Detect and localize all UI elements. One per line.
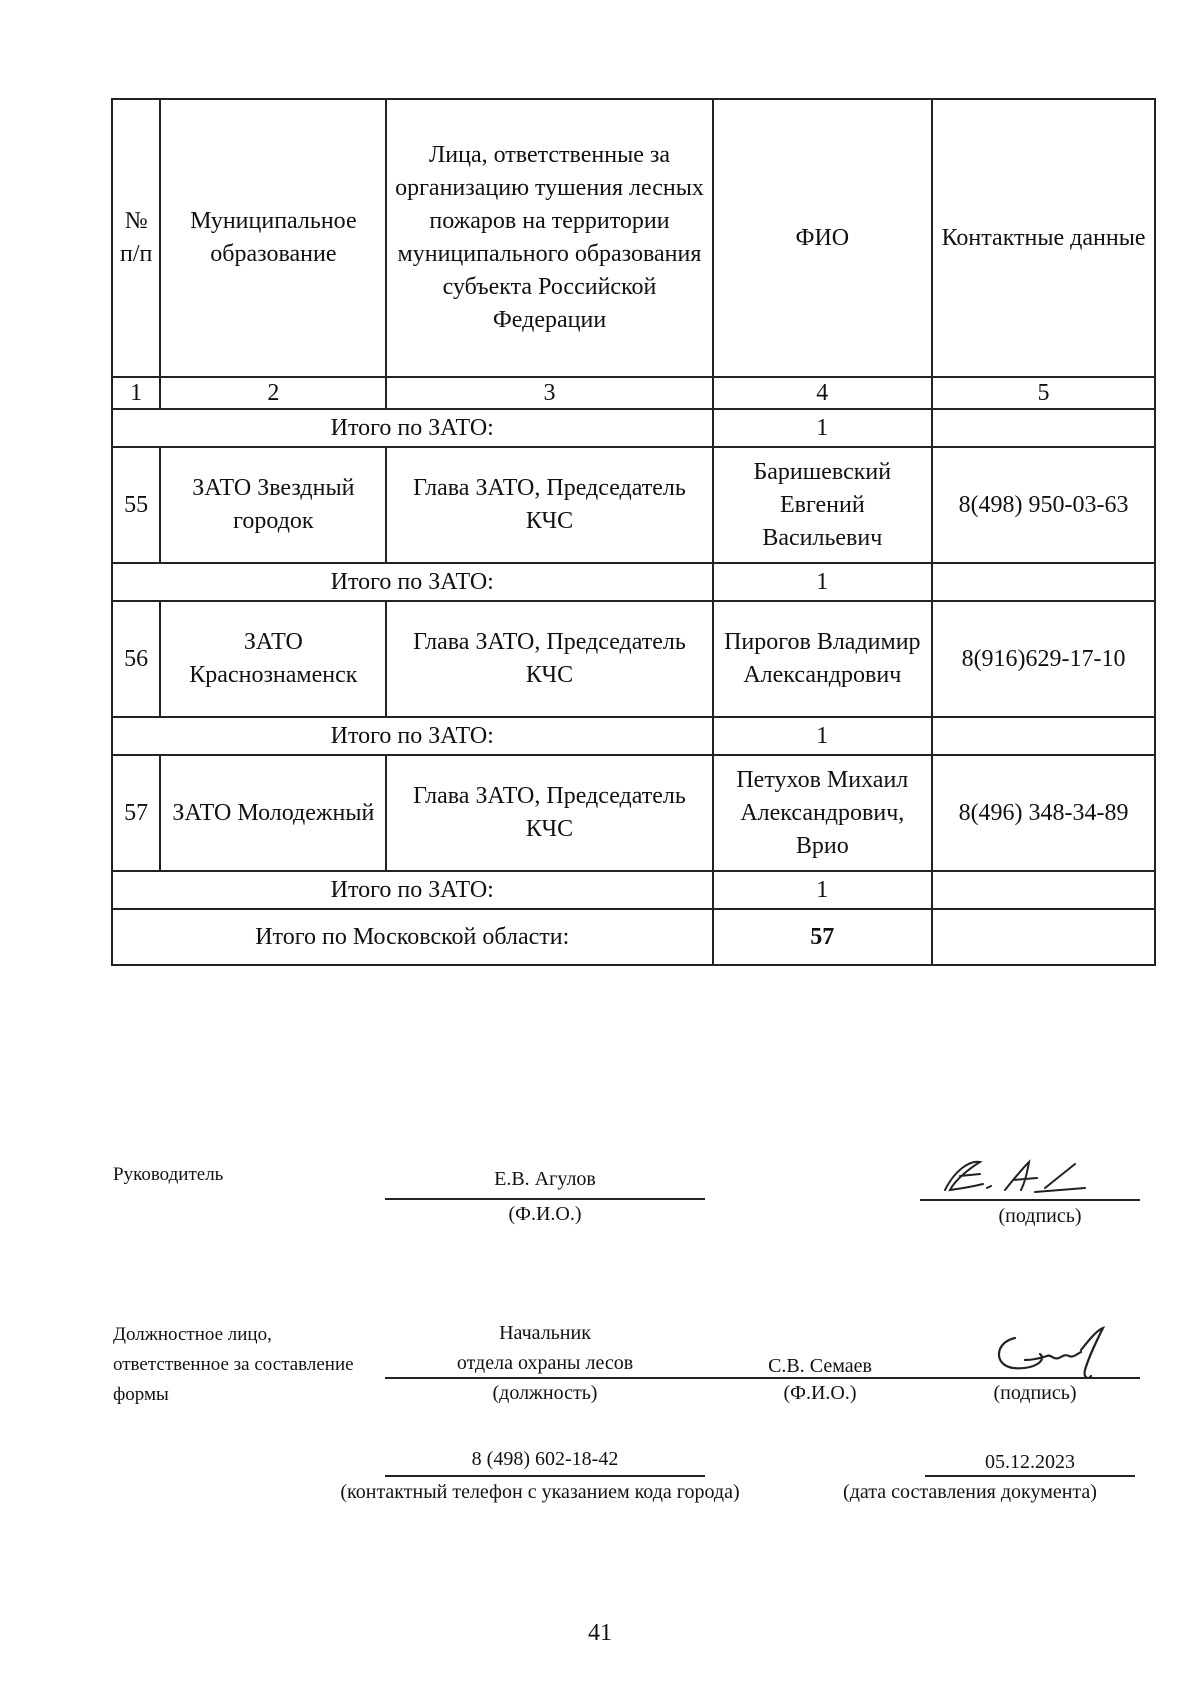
subtotal-row <box>112 563 1155 601</box>
subtotal-value: 1 <box>713 409 933 447</box>
header-municipality: Муниципальное образование <box>160 99 386 377</box>
subtotal-row <box>112 409 1155 447</box>
column-number: 4 <box>713 377 933 409</box>
subtotal-value: 1 <box>713 871 933 909</box>
row-number: 56 <box>112 601 160 717</box>
column-number: 5 <box>932 377 1155 409</box>
official-position-line1: Начальник <box>499 1322 591 1344</box>
official-signature <box>985 1320 1115 1390</box>
table-row <box>112 447 1155 563</box>
grand-total-label: Итого по Московской области: <box>112 909 713 965</box>
table-row <box>112 601 1155 717</box>
subtotal-empty <box>932 563 1155 601</box>
official-position-caption: (должность) <box>492 1382 598 1404</box>
page-number: 41 <box>588 1620 612 1646</box>
column-number: 1 <box>112 377 160 409</box>
row-municipality: ЗАТО Звездный городок <box>160 447 386 563</box>
head-name-line <box>385 1198 705 1200</box>
official-position-line2: отдела охраны лесов <box>456 1352 634 1374</box>
subtotal-empty <box>932 717 1155 755</box>
subtotal-label: Итого по ЗАТО: <box>112 717 713 755</box>
row-contact: 8(496) 348-34-89 <box>932 755 1155 871</box>
subtotal-value: 1 <box>713 717 933 755</box>
table-header-row <box>112 99 1155 377</box>
subtotal-label: Итого по ЗАТО: <box>112 871 713 909</box>
subtotal-empty <box>932 871 1155 909</box>
responsible-persons-table <box>111 98 1156 966</box>
official-name-line <box>705 1377 935 1379</box>
official-name: С.В. Семаев <box>768 1355 872 1377</box>
row-contact: 8(916)629-17-10 <box>932 601 1155 717</box>
date-caption: (дата составления документа) <box>843 1481 1097 1503</box>
row-fio: Баришевский Евгений Васильевич <box>713 447 933 563</box>
subtotal-empty <box>932 409 1155 447</box>
head-signature <box>925 1150 1095 1205</box>
row-position: Глава ЗАТО, Председатель КЧС <box>386 447 712 563</box>
column-number-row <box>112 377 1155 409</box>
row-number: 55 <box>112 447 160 563</box>
phone-caption: (контактный телефон с указанием кода города) <box>340 1481 740 1503</box>
header-fio: ФИО <box>713 99 933 377</box>
header-contacts: Контактные данные <box>932 99 1155 377</box>
row-position: Глава ЗАТО, Председатель КЧС <box>386 601 712 717</box>
phone-line <box>385 1475 705 1477</box>
grand-total-row <box>112 909 1155 965</box>
subtotal-row <box>112 871 1155 909</box>
subtotal-label: Итого по ЗАТО: <box>112 409 713 447</box>
head-signature-caption: (подпись) <box>998 1205 1082 1227</box>
official-position-line <box>385 1377 705 1379</box>
table-row <box>112 755 1155 871</box>
head-fio-caption: (Ф.И.О.) <box>508 1203 582 1225</box>
row-municipality: ЗАТО Молодежный <box>160 755 386 871</box>
row-municipality: ЗАТО Краснознаменск <box>160 601 386 717</box>
header-responsible-persons: Лица, ответственные за организацию тушения лесных пожаров на территории муниципального образования субъекта Российской Федерации <box>386 99 712 377</box>
official-label: Должностное лицо, ответственное за составление формы <box>113 1324 354 1405</box>
grand-total-empty <box>932 909 1155 965</box>
row-number: 57 <box>112 755 160 871</box>
head-label: Руководитель <box>113 1164 224 1185</box>
official-signature-caption: (подпись) <box>993 1382 1077 1404</box>
column-number: 2 <box>160 377 386 409</box>
date-line <box>925 1475 1135 1477</box>
subtotal-label: Итого по ЗАТО: <box>112 563 713 601</box>
row-position: Глава ЗАТО, Председатель КЧС <box>386 755 712 871</box>
head-name: Е.В. Агулов <box>494 1168 596 1190</box>
official-fio-caption: (Ф.И.О.) <box>783 1382 857 1404</box>
head-signature-line <box>920 1199 1140 1201</box>
row-contact: 8(498) 950-03-63 <box>932 447 1155 563</box>
subtotal-value: 1 <box>713 563 933 601</box>
grand-total-value: 57 <box>713 909 933 965</box>
subtotal-row <box>112 717 1155 755</box>
phone-number: 8 (498) 602-18-42 <box>471 1448 619 1470</box>
header-number: № п/п <box>112 99 160 377</box>
row-fio: Петухов Михаил Александрович, Врио <box>713 755 933 871</box>
row-fio: Пирогов Владимир Александрович <box>713 601 933 717</box>
official-signature-line <box>930 1377 1140 1379</box>
document-date: 05.12.2023 <box>985 1451 1075 1473</box>
column-number: 3 <box>386 377 712 409</box>
